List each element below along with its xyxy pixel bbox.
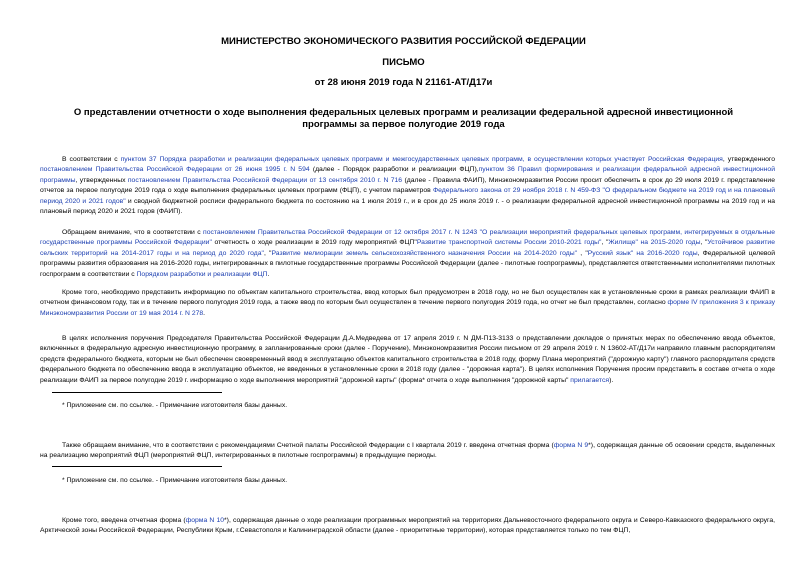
document-title: О представлении отчетности о ходе выполнения федеральных целевых программ и реализации федеральной адресной инвестиционной программы за первое полугодие 2019 года [73, 107, 734, 130]
paragraph-5 [40, 441, 775, 462]
link-fz-459[interactable]: Федерального закона от 29 ноября 2018 г. N 459-ФЗ "О федеральном бюджете на 2019 год и на плановый период 2020 и 2021 годов" [40, 187, 776, 205]
footnote-2: * Приложение см. по ссылке. - Примечание изготовителя базы данных. [62, 477, 288, 484]
link-postanovlenie-594[interactable]: постановлением Правительства Российской Федерации от 26 июня 1995 г. N 594 [40, 166, 310, 174]
text: и сводной бюджетной росписи федерального бюджета по состоянию на 1 июля 2019 г., и в срок до 25 июля 2019 г. - о реализации федеральной адресной инвестиционной программы на 2019 год и на плановый период 2020 и 2021 годов (ФАИП). [40, 197, 775, 216]
text: Кроме того, введена отчетная форма ( [62, 517, 186, 524]
link-forma-10[interactable]: форма N 10 [185, 517, 225, 524]
text: *), содержащая данные об освоении средств, выделенных на реализацию мероприятий ФЦП (мероприятий ФЦП, интегрированных в пилотные госпрограммы) в предыдущие периоды. [40, 442, 775, 460]
link-fcp-selskie[interactable]: Устойчивое развитие сельских территорий на 2014-2017 годы и на период до 2020 года" [40, 239, 775, 257]
text: , утвержденного [722, 156, 775, 163]
document-type: ПИСЬМО [382, 57, 425, 68]
text: (далее - Правила ФАИП), Минэкономразвития России просит обеспечить в срок до 29 июля 2019 г. представление отчетов за первое полугодие 2019 года о ходе выполнения федеральных целевых программ (ФЦП), с учетом параметров [40, 176, 776, 195]
link-poryadok-fcp[interactable]: Порядком разработки и реализации ФЦП [136, 270, 268, 278]
text: В целях исполнения поручения Председателя Правительства Российской Федерации Д.А.Медведева от 17 апреля 2019 г. N ДМ-П13-3133 о представлении докладов о принятых мерах по обеспечению ввода объектов, включенных в федеральную адресную инвестиционную программу, в запланированные сроки (далее - Поручение), Минэкономразвития России письмом от 29 апреля 2019 г. N 13602-АТ/Д17и направило главным распорядителям средств федерального бюджета, которым не был обеспечен своевременный ввод в эксплуатацию объектов капитального строительства в 2018 году, форму Плана мероприятий ("дорожную карту") главного распорядителя средств федерального бюджета по обеспечению ввода в эксплуатацию объектов, не введенных в установленные сроки в 2018 году (далее - "дорожная карта"). В целях исполнения Поручения просим представить в составе отчета о ходе реализации ФАИП за первое полугодие 2019 г. информацию о ходе выполнения мероприятий "дорожной карты" (форма* отчета о ходе выполнения "дорожной карты" [40, 335, 775, 384]
link-forma-iv[interactable]: форме IV приложения 3 к приказу Минэкономразвития России от 19 мая 2014 г. N 278 [40, 299, 776, 317]
text: , утвержденных [75, 176, 128, 184]
text: . [203, 309, 206, 317]
document-date-number: от 28 июня 2019 года N 21161-АТ/Д17и [314, 77, 493, 88]
text: *), содержащая данные о ходе реализации программных мероприятий на территориях Дальневосточного федерального округа и Северо-Кавказского федерального округа, Арктической зоны Российской Федерации, Республики Крым, г.Севастополя и Калининградской области (далее - приоритетные территории), которая представляется только по тем ФЦП, [40, 517, 775, 535]
text: отчетность о ходе реализации в 2019 году мероприятий ФЦП" [211, 239, 417, 247]
text: . [267, 270, 270, 278]
text: ). [609, 376, 614, 384]
link-fcp-melioraciya[interactable]: Развитие мелиорации земель сельскохозяйственного назначения России на 2014-2020 годы" [271, 249, 578, 257]
footnote-1: * Приложение см. по ссылке. - Примечание изготовителя базы данных. [62, 402, 288, 409]
link-postanovlenie-716[interactable]: постановлением Правительства Российской Федерации от 13 сентября 2010 г. N 716 [127, 176, 403, 184]
text: Также обращаем внимание, что в соответствии с рекомендациями Счетной палаты Российской Федерации с I квартала 2019 г. введена отчетная форма ( [62, 442, 554, 449]
text: , " [601, 239, 609, 247]
text: Обращаем внимание, что в соответствии с [62, 229, 204, 236]
text: , " [263, 249, 272, 257]
paragraph-6 [40, 516, 775, 537]
link-postanovlenie-1243[interactable]: постановлением Правительства Российской Федерации от 12 октября 2017 г. N 1243 "О реализации мероприятий федеральных целевых программ, интегрируемых в отдельные государственные программы Российской Федерации" [40, 229, 776, 247]
footnote-divider [52, 392, 222, 393]
text: , " [577, 249, 588, 257]
paragraph-2 [40, 228, 775, 280]
text: Кроме того, необходимо представить информацию по объектам капитального строительства, ввод которых был предусмотрен в 2018 году, но не был осуществлен как в установленные сроки в рамках реализации ФАИП в отчетном финансовом году, так и в течение первого полугодия 2019 года, а также ввод по которым был осуществлен в течение первого полугодия 2019 года, но отчет не был представлен, согласно [40, 289, 775, 307]
link-fcp-russkiy-yazyk[interactable]: Русский язык" на 2016-2020 годы [587, 249, 698, 257]
link-fcp-zhilishche[interactable]: Жилище" на 2015-2020 годы [608, 239, 701, 247]
link-poryadok-p37[interactable]: пунктом 37 Порядка разработки и реализации федеральных целевых программ и межгосударственных целевых программ, в осуществлении которых участвует Российская Федерация [120, 156, 723, 163]
text: В соответствии с [62, 156, 121, 163]
text: (далее - Порядок разработки и реализации ФЦП), [309, 166, 479, 174]
link-forma-9[interactable]: форма N 9 [553, 442, 589, 449]
paragraph-3 [40, 288, 775, 319]
text: , Федеральной целевой программы развития образования на 2016-2020 годы, интегрированных в пилотные государственные программы Российской Федерации (далее - пилотные госпрограммы), представляется ответственными исполнителями пилотных госпрограмм в соответствии с [40, 249, 775, 278]
paragraph-4 [40, 334, 775, 386]
ministry-heading: МИНИСТЕРСТВО ЭКОНОМИЧЕСКОГО РАЗВИТИЯ РОССИЙСКОЙ ФЕДЕРАЦИИ [221, 36, 586, 47]
link-prilagaetsya[interactable]: прилагается [570, 376, 610, 384]
paragraph-1 [40, 155, 775, 217]
link-fcp-transport[interactable]: Развитие транспортной системы России 2010-2021 годы" [416, 239, 602, 247]
text: , " [700, 239, 708, 247]
link-pravila-p36[interactable]: пунктом 36 Правил формирования и реализации федеральной адресной инвестиционной программы [40, 166, 776, 184]
footnote-divider [52, 466, 222, 467]
